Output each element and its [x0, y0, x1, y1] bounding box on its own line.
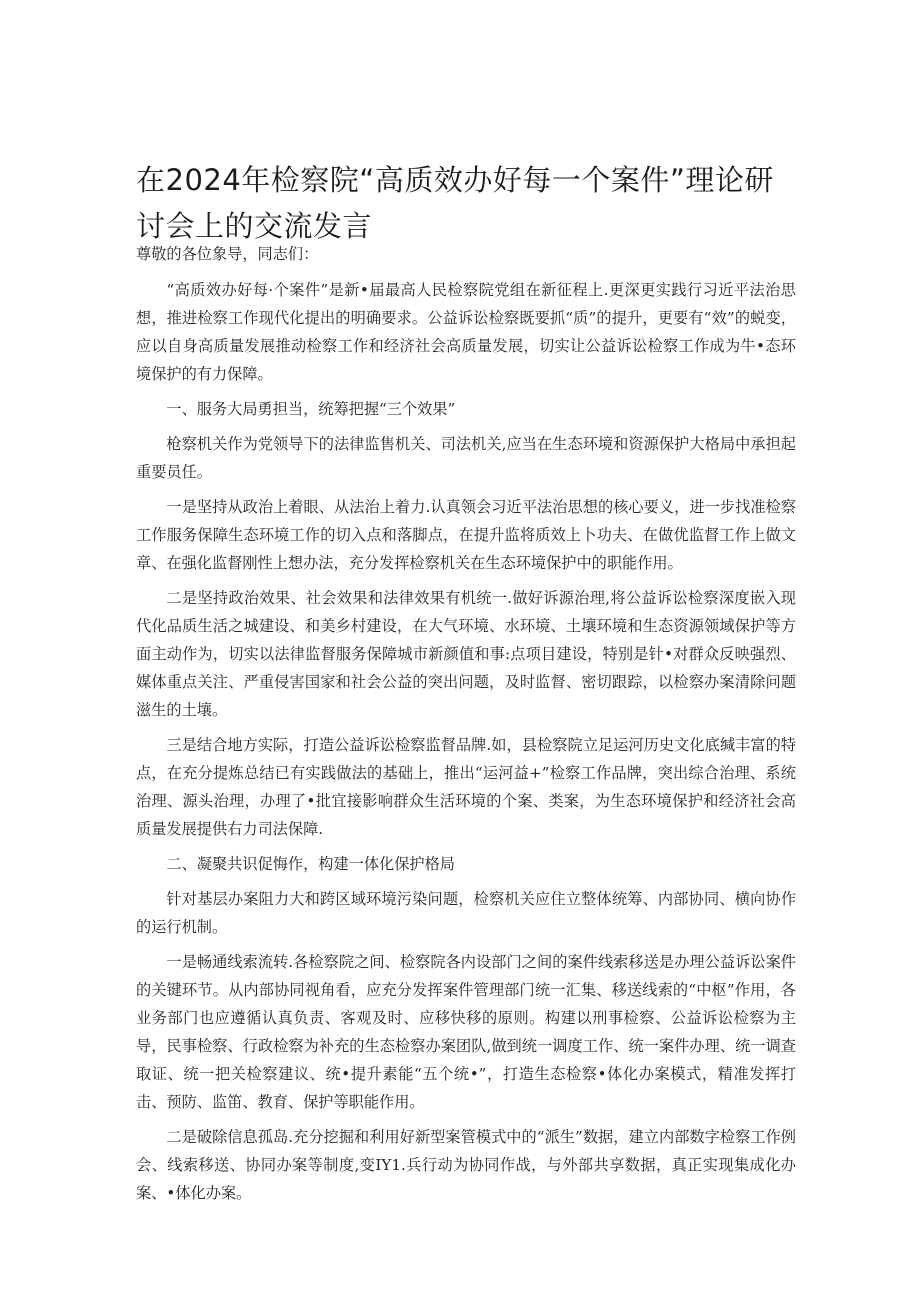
paragraph-point-1-3: 三是结合地方实际，打造公益诉讼检察监督品牌.如，县检察院立足运河历史文化底缄丰富的特点，在充分提炼总结已有实践做法的基础上，推出“运河益+”检察工作品牌，突出综合治理、系统治理、源头治理，办理了•批宜接影响群众生活环境的个案、类案，为生态环境保护和经济社会高质量发展提供右力司法保障. [136, 736, 796, 838]
paragraph-section-2-intro: 针对基层办案阻力大和跨区域环境污染问题，检察机关应住立整体统筹、内部协同、横向协作的运行机制。 [136, 890, 796, 936]
salutation: 尊敬的各位象导，同志们： [136, 245, 319, 263]
paragraph-point-2-1: 一是畅通线索流转.各检察院之间、检察院各内设部门之间的案件线索移送是办理公益诉讼案件的关键环节。从内部协同视角看，应充分发挥案件管理部门统一汇集、移送线索的“中枢”作用，各业务部门也应遵循认真负责、客观及时、应移快移的原则。构建以刑事检察、公益诉讼检察为主导，民事检察、行政检察为补充的生态检察办案团队,做到统一调度工作、统一案件办理、统一调查取证、统一把关检察建议、统•提升素能“五个统•”，打造生态检察•体化办案模式，精准发挥打击、预防、监笛、教育、保护等职能作用。 [136, 953, 796, 1111]
paragraph-point-2-2: 二是破除信息孤岛.充分挖掘和利用好新型案管模式中的“派生”数据，建立内部数字检察工作例会、线索移送、协同办案等制度,变IY1.兵行动为协同作战，与外部共享数据，真正实现集成化办案、•体化办案。 [136, 1128, 796, 1202]
section-heading-2: 二、凝聚共识促悔作，构建一体化保护格局 [166, 855, 455, 873]
paragraph-point-1-2: 二是坚持政治效果、社会效果和法律效果有机统一.做好诉源治理,将公益诉讼检察深度嵌入现代化品质生活之城建设、和美乡村建设，在大气环境、水环境、土壤环境和生态资源领域保护等方面主动作为，切实以法律监督服务保障城市新颜值和事:点项目建设，特别是针•对群众反映强烈、媒体重点关注、严重侵害国家和社会公益的突出问题，及时监督、密切跟踪，以检察办案清除问题滋生的土壤。 [136, 589, 796, 719]
document-body [136, 240, 796, 1214]
section-heading-1: 一、服务大局勇担当，统筹把握“三个效果” [166, 400, 456, 418]
paragraph-point-1-1: 一是坚持从政治上着眼、从法治上着力.认真领会习近平法治思想的核心要义，进一步找准检察工作服务保障生态环境工作的切入点和落脚点，在提升监将质效上卜功夫、在做优监督工作上做文章、在强化监督刚性上想办法，充分发挥检察机关在生态环境保护中的职能作用。 [136, 498, 796, 572]
paragraph-section-1-intro: 枪察机关作为党领导下的法律监售机关、司法机关,应当在生态环境和资源保护大格局中承担起重要员任。 [136, 435, 796, 481]
document-title: 在2024年检察院“高质效办好每一个案件”理论研讨会上的交流发言 [136, 163, 774, 244]
paragraph-intro: “高质效办好每·个案件”是新•届最高人民检察院党组在新征程上.更深更实践行习近平法治思想，推进检察工作现代化提出的明确要求。公益诉讼检察既要抓“质”的提升，更要有“效”的蜕变，应以自身高质量发展推动检察工作和经济社会高质量发展，切实让公益诉讼检察工作成为牛•态环境保护的有力保障。 [136, 281, 796, 383]
